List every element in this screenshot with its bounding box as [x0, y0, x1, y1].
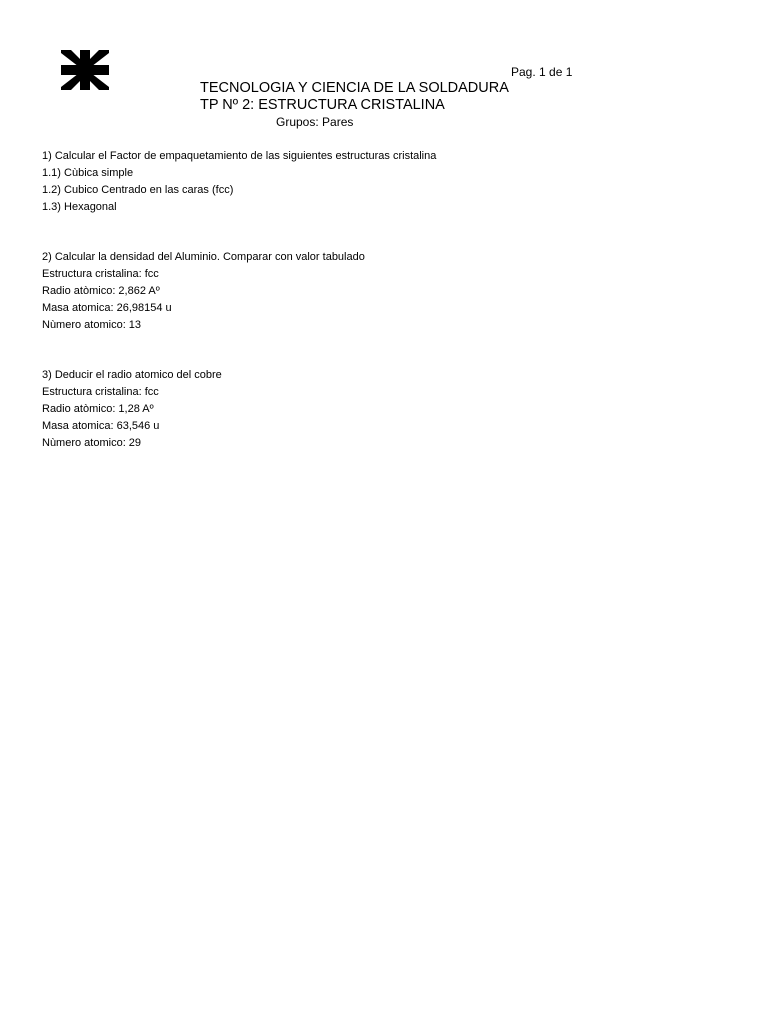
- exercise-1-statement: 1) Calcular el Factor de empaquetamiento de las siguientes estructuras cristalina: [42, 150, 437, 162]
- exercise-3-statement: 3) Deducir el radio atomico del cobre: [42, 369, 222, 381]
- page-number: Pag. 1 de 1: [511, 65, 573, 79]
- exercise-3-atomic-number: Nùmero atomico: 29: [42, 437, 142, 449]
- utn-logo-icon: [61, 50, 109, 90]
- exercise-1-item: 1.2) Cubico Centrado en las caras (fcc): [42, 184, 234, 196]
- exercise-3: [42, 367, 222, 452]
- exercise-2-statement: 2) Calcular la densidad del Aluminio. Comparar con valor tabulado: [42, 251, 365, 263]
- exercise-3-radius: Radio atòmico: 1,28 Aº: [42, 403, 154, 415]
- document-subtitle: TP Nº 2: ESTRUCTURA CRISTALINA: [200, 97, 445, 113]
- exercise-2-mass: Masa atomica: 26,98154 u: [42, 302, 172, 314]
- groups-label: Grupos: Pares: [276, 115, 354, 129]
- exercise-1-item: 1.1) Cùbica simple: [42, 167, 134, 179]
- exercise-3-mass: Masa atomica: 63,546 u: [42, 420, 160, 432]
- exercise-2-radius: Radio atòmico: 2,862 Aº: [42, 285, 160, 297]
- document-title: TECNOLOGIA Y CIENCIA DE LA SOLDADURA: [200, 80, 509, 96]
- exercise-1-item: 1.3) Hexagonal: [42, 201, 117, 213]
- exercise-3-structure: Estructura cristalina: fcc: [42, 386, 159, 398]
- exercise-2: [42, 249, 365, 334]
- exercise-2-structure: Estructura cristalina: fcc: [42, 268, 159, 280]
- exercise-2-atomic-number: Nùmero atomico: 13: [42, 319, 142, 331]
- exercise-1: [42, 148, 436, 216]
